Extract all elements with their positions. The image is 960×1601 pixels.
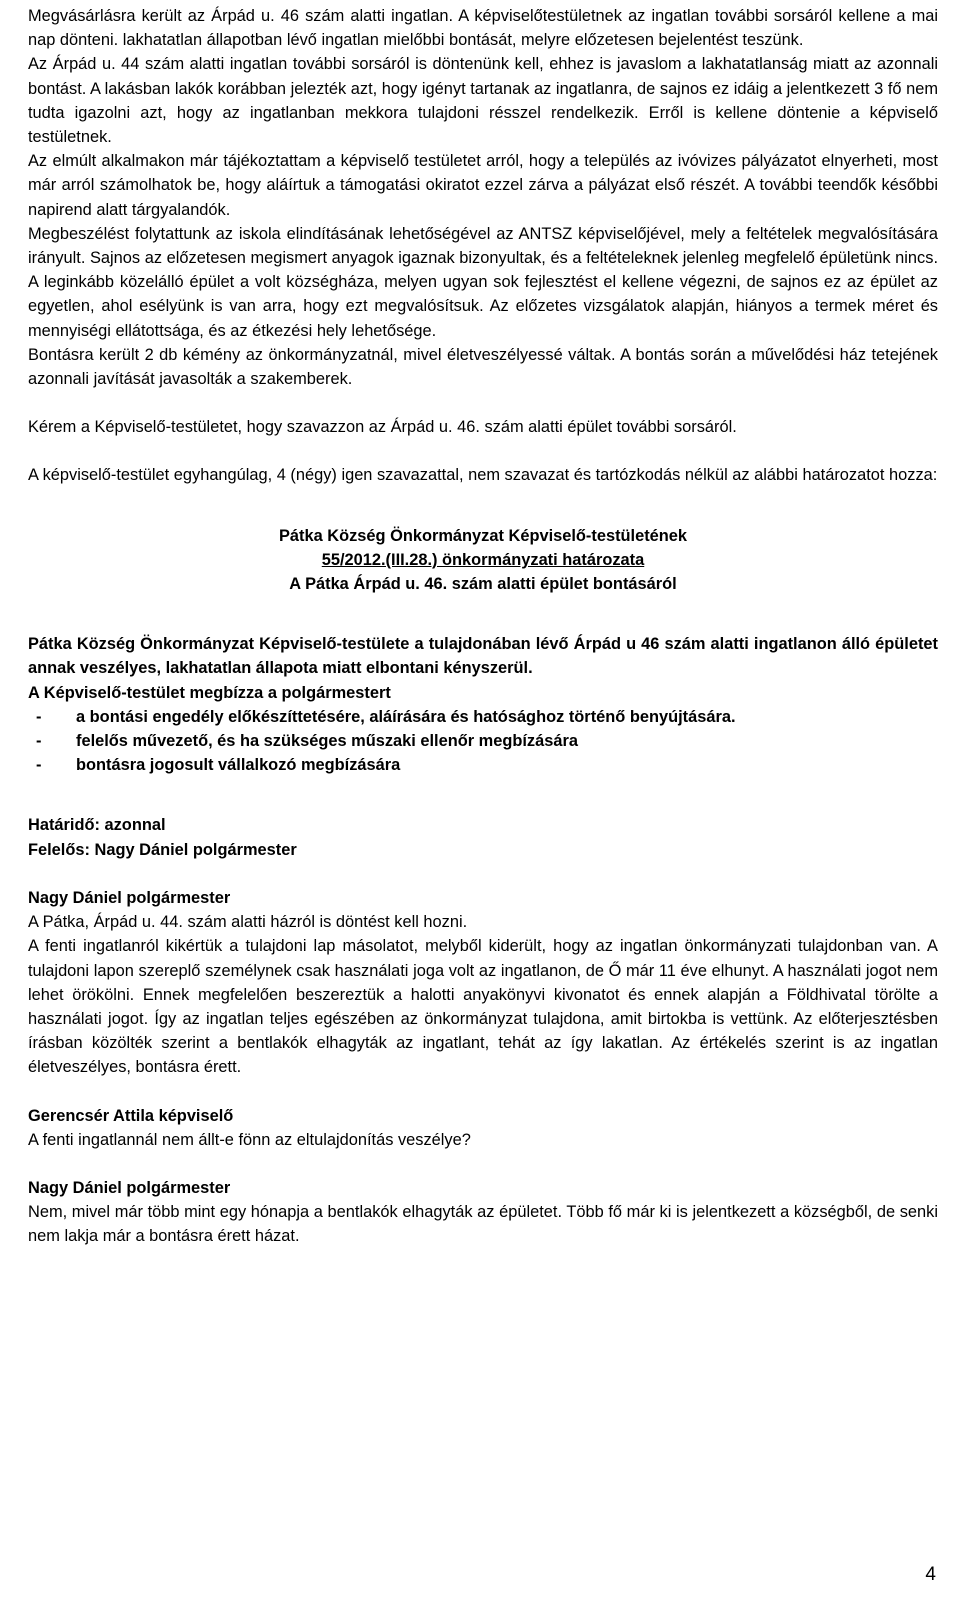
paragraph-school: Megbeszélést folytattunk az iskola elindításának lehetőségével az ANTSZ képviselőjével, mely a feltételek megvalósítására irányult. Sajnos az előzetesen megismert anyagok igaznak bizonyultak, és a feltételeknek jelenleg megfelelő épületünk nincs. A leginkább közelálló épület a volt községháza, melyen ugyan sok fejlesztést el kellene végezni, de sajnos ez az épület az egyetlen, ahol esélyünk is van arra, hogy ezt megvalósítsuk. Az előzetes vizsgálatok alapján, hiányos a termek méret és mennyiségi ellátottsága, és az étkezési hely lehetősége. [28,224,938,340]
speaker-name: Gerencsér Attila képviselő [28,1106,234,1125]
spacer [28,391,938,415]
spacer [28,596,938,620]
page-number: 4 [925,1563,936,1585]
paragraph-water-tender: Az elmúlt alkalmakon már tájékoztattam a képviselő testületet arról, hogy a település az ivóvizes pályázatot elnyerheti, most már arról számolhatok be, hogy aláírtuk a támogatási okiratot ezzel zárva a pályázat első részét. A további teendők későbbi napirend alatt tárgyalandók. [28,152,938,219]
spacer [28,1152,938,1176]
resolution-subject: A Pátka Árpád u. 46. szám alatti épület bontásáról [289,575,677,594]
paragraph-vote-result: A képviselő-testület egyhangúlag, 4 (négy) igen szavazattal, nem szavazat és tartózkodás nélkül az alábbi határozatot hozza: [28,466,938,485]
paragraph-vote-request: Kérem a Képviselő-testületet, hogy szavazzon az Árpád u. 46. szám alatti épület további sorsáról. [28,418,737,437]
speech-paragraph: A fenti ingatlanról kikértük a tulajdoni lap másolatot, melyből kiderült, hogy az ingatlan önkormányzati tulajdonban van. A tulajdoni lapon szereplő személynek csak használati joga volt az ingatlanon, de Ő már 11 éve elhunyt. A használati jogot nem lehet örökölni. Ennek megfelelően beszereztük a halotti anyakönyvi kivonatot és ennek alapján a Földhivatal törölte a használati jogot. Így az ingatlan teljes egészében az önkormányzat tulajdona, amit birtokba is vettünk. Az előterjesztésben írásban közölték szerint a bentlakók elhagyták az ingatlant, tehát az így lakatlan. Az értékelés szerint is az ingatlan életveszélyes, bontásra érett. [28,937,938,1077]
speaker-name: Nagy Dániel polgármester [28,888,231,907]
speech-line: A Pátka, Árpád u. 44. szám alatti házról is döntést kell hozni. [28,913,468,932]
list-item: - bontásra jogosult vállalkozó megbízására [36,756,401,775]
spacer [28,512,938,524]
speech-paragraph: Nem, mivel már több mint egy hónapja a bentlakók elhagyták az épületet. Több fő már ki is jelentkezett a községből, de senki nem lakja már a bontásra érett házat. [28,1203,938,1246]
list-item: - a bontási engedély előkészíttetésére, aláírására és hatósághoz történő benyújtására. [36,707,736,726]
speech-line: A fenti ingatlannál nem állt-e fönn az eltulajdonítás veszélye? [28,1130,471,1149]
paragraph-arpad-44: Az Árpád u. 44 szám alatti ingatlan további sorsáról is döntenünk kell, ehhez is javaslom a lakhatatlanság miatt az azonnali bontást. A lakásban lakók korábban jelezték azt, hogy igényt tartanak az ingatlanra, de sajnos ez idáig a jelentkezett 3 fő nem tudta igazolni azt, hogy az ingatlanban mekkora tulajdoni résszel rendelkezik. Erről is kellene döntenie a képviselő testületnek. [28,55,938,147]
resolution-heading [28,524,938,597]
resolution-mandate: A Képviselő-testület megbízza a polgármestert [28,683,391,702]
resolution-number: 55/2012.(III.28.) önkormányzati határozata [321,550,645,569]
responsible: Felelős: Nagy Dániel polgármester [28,840,297,859]
resolution-body: Pátka Község Önkormányzat Képviselő-testülete a tulajdonában lévő Árpád u 46 szám alatti ingatlanon álló épületet annak veszélyes, lakhatatlan állapota miatt elbontani kényszerül. [28,635,938,678]
speaker-name: Nagy Dániel polgármester [28,1178,231,1197]
spacer [28,488,938,512]
list-item: - felelős művezető, és ha szükséges műszaki ellenőr megbízására [36,732,578,751]
spacer [28,620,938,632]
paragraph-arpad-46: Megvásárlásra került az Árpád u. 46 szám alatti ingatlan. A képviselőtestületnek az ingatlan további sorsáról kellene a mai nap dönteni. lakhatatlan állapotban lévő ingatlan mielőbbi bontását, melyre előzetesen bejelentést teszünk. [28,7,938,50]
spacer [28,777,938,801]
spacer [28,439,938,463]
spacer [28,862,938,886]
paragraph-chimney: Bontásra került 2 db kémény az önkormányzatnál, mivel életveszélyessé váltak. A bontás során a művelődési ház tetejének azonnali javítását javasolták a szakemberek. [28,345,938,389]
deadline: Határidő: azonnal [28,816,166,835]
spacer [28,1080,938,1104]
spacer [28,801,938,813]
resolution-title: Pátka Község Önkormányzat Képviselő-testületének [278,526,688,545]
resolution-item-list [28,705,938,778]
